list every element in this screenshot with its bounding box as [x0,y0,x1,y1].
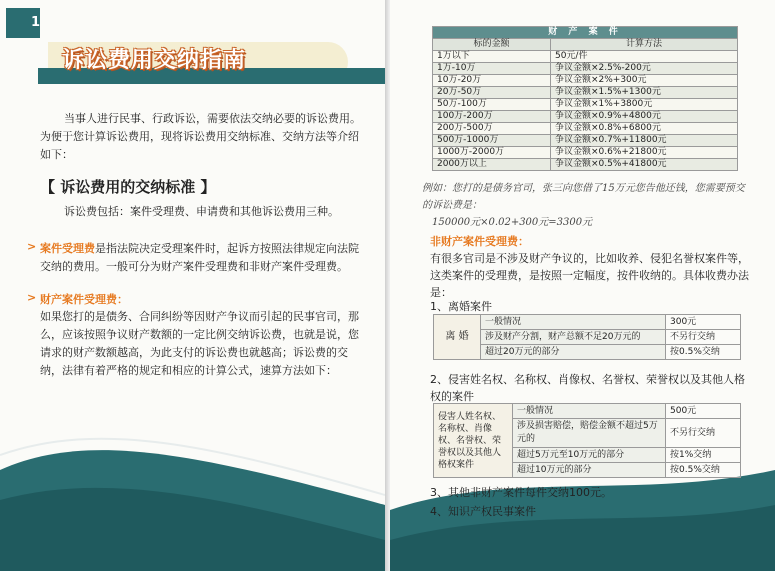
nonproperty-label: 非财产案件受理费： [430,235,529,248]
example-text: 例如：您打的是债务官司，张三向您借了15万元您告他还钱，您需要预交的诉讼费是： [422,183,745,211]
intro-paragraph: 当事人进行民事、行政诉讼，需要依法交纳必要的诉讼费用。为便于您计算诉讼费用，现将诉讼费用交纳标准、交纳方法等介绍如下： [40,112,361,161]
table-cell: 按0.5%交纳 [666,463,741,478]
table-cell: 争议金额×2.5%-200元 [550,63,737,75]
table-cell: 争议金额×1%+3800元 [550,99,737,111]
acceptance-fee-label: 案件受理费 [40,242,95,255]
property-fee-label: 财产案件受理费： [40,293,128,306]
table-cell: 争议金额×0.9%+4800元 [550,111,737,123]
table-cell: 争议金额×0.7%+11800元 [550,135,737,147]
property-fee-text: 如果您打的是债务、合同纠纷等因财产争议而引起的民事官司，那么，应该按照争议财产数额的一定比例交纳诉讼费，也就是说，您请求的财产数额越高，为此支付的诉讼费也就越高；诉讼费的交纳，法律有着严格的规定和相应的计算公式，速算方法如下： [40,310,359,377]
table-row [433,159,738,171]
table-row [433,99,738,111]
property-table-header-amount: 标的金额 [433,39,551,51]
table-cell: 不另行交纳 [666,419,741,448]
table-row [433,87,738,99]
acceptance-fee-text: 是指法院决定受理案件时，起诉方按照法律规定向法院交纳的费用。一般可分为财产案件受理费和非财产案件受理费。 [40,242,359,273]
fees-include-paragraph: 诉讼费包括：案件受理费、申请费和其他诉讼费用三种。 [64,205,339,218]
page-number: 1 [6,8,40,38]
table-cell: 20万-50万 [433,87,551,99]
table-cell: 涉及财产分割，财产总额不足20万元的 [481,330,666,345]
divorce-category: 离 婚 [434,315,481,360]
table-row [433,135,738,147]
table-cell: 涉及损害赔偿，赔偿金额不超过5万元的 [513,419,666,448]
property-table-title: 财 产 案 件 [433,27,738,39]
table-cell: 2000万以上 [433,159,551,171]
background-wave [0,0,385,571]
table-cell: 超过5万元至10万元的部分 [513,448,666,463]
table-cell: 500万-1000万 [433,135,551,147]
table-cell: 50万-100万 [433,99,551,111]
table-cell: 超过10万元的部分 [513,463,666,478]
table-cell: 300元 [666,315,741,330]
personality-heading: 2、侵害姓名权、名称权、肖像权、名誉权、荣誉权以及其他人格权的案件 [430,373,745,403]
example-block [422,180,752,231]
table-cell: 争议金额×2%+300元 [550,75,737,87]
table-row [433,51,738,63]
table-row [434,315,741,330]
page-title: 诉讼费用交纳指南 [62,48,247,73]
table-cell: 不另行交纳 [666,330,741,345]
table-cell: 按0.5%交纳 [666,345,741,360]
item-3: 3、其他非财产案件每件交纳100元。 [430,486,612,499]
remaining-items [430,483,612,521]
nonproperty-text: 有很多官司是不涉及财产争议的，比如收养、侵犯名誉权案件等，这类案件的受理费，是按照一定幅度，按件收纳的。具体收费办法是： [430,252,749,299]
table-row [433,75,738,87]
divorce-table [433,314,741,360]
table-cell: 10万-20万 [433,75,551,87]
table-cell: 争议金额×0.6%+21800元 [550,147,737,159]
personality-category: 侵害人姓名权、名称权、肖像权、名誉权、荣誉权以及其他人格权案件 [434,404,513,478]
table-cell: 200万-500万 [433,123,551,135]
left-page [0,0,385,571]
table-row [434,345,741,360]
divorce-heading: 1、离婚案件 [430,300,492,313]
table-cell: 一般情况 [481,315,666,330]
table-row [434,330,741,345]
table-row [433,63,738,75]
chevron-right-icon: > [27,291,37,304]
table-cell: 争议金额×0.5%+41800元 [550,159,737,171]
property-table-header-method: 计算方法 [550,39,737,51]
table-cell: 1万-10万 [433,63,551,75]
table-cell: 争议金额×0.8%+6800元 [550,123,737,135]
table-cell: 50元/件 [550,51,737,63]
table-cell: 按1%交纳 [666,448,741,463]
table-cell: 100万-200万 [433,111,551,123]
property-fee-table [432,26,738,171]
table-cell: 1万以下 [433,51,551,63]
acceptance-fee-paragraph [40,240,362,276]
table-cell: 一般情况 [513,404,666,419]
table-cell: 争议金额×1.5%+1300元 [550,87,737,99]
table-cell: 1000万-2000万 [433,147,551,159]
table-cell: 超过20万元的部分 [481,345,666,360]
chevron-right-icon: > [27,240,37,253]
table-cell: 500元 [666,404,741,419]
table-row [433,147,738,159]
table-row [433,123,738,135]
personality-table [433,403,741,478]
table-row [433,111,738,123]
section-heading: 【 诉讼费用的交纳标准 】 [40,178,216,196]
table-row [434,404,741,419]
example-calc: 150000元×0.02+300元=3300元 [432,217,593,228]
item-4: 4、知识产权民事案件 [430,505,536,518]
